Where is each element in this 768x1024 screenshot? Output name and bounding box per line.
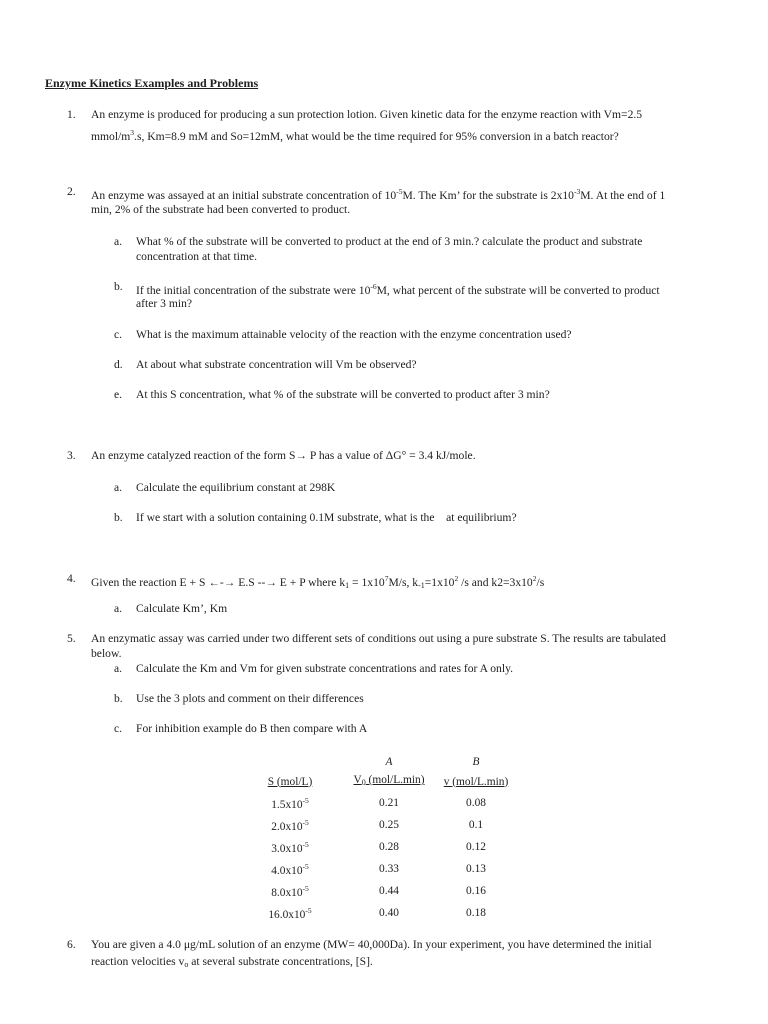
problem-2c-letter: c. (114, 328, 123, 341)
cell-rate-a: 0.21 (379, 797, 399, 809)
cell-rate-a: 0.28 (379, 841, 399, 853)
cell-substrate: $2.0x10^{-5}$ (271, 818, 309, 833)
problem-5-line-2: below. (91, 647, 122, 660)
cell-rate-a: 0.44 (379, 885, 399, 897)
problem-5b-letter: b. (114, 692, 123, 705)
problem-3b-letter: b. (114, 511, 123, 524)
group-b-label: B (472, 755, 480, 768)
col-header-v: v (mol/L.min) (443, 775, 509, 788)
problem-2-line-2: min, 2% of the substrate had been converted to product. (91, 203, 351, 216)
problem-3b-text: If we start with a solution containing 0.1M substrate, what is the at equilibrium? (136, 511, 517, 524)
problem-5a-letter: a. (114, 662, 123, 675)
problem-2a-letter: a. (114, 235, 123, 248)
cell-rate-b: 0.1 (468, 819, 484, 831)
table-row (238, 792, 516, 814)
problem-4a-letter: a. (114, 602, 123, 615)
problem-2-line-1: An enzyme was assayed at an initial substrate concentration of $10^{-5}M$. The Km’ for the substrate is $2x10^{-3}M$. At the end of 1 (91, 187, 666, 202)
table-row (238, 858, 516, 880)
cell-substrate: $1.5x10^{-5}$ (271, 796, 309, 811)
problem-3a-text: Calculate the equilibrium constant at 298K (136, 481, 336, 494)
problem-2d-text: At about what substrate concentration will Vm be observed? (136, 358, 417, 371)
problem-2-number: 2. (67, 185, 76, 198)
problem-5-number: 5. (67, 632, 76, 645)
arrow-left-icon: ← (208, 576, 220, 589)
problem-2b-line-1: If the initial concentration of the substrate were $10^{-6}M$, what percent of the substrate will be converted to product (136, 282, 660, 297)
problem-4-text: Given the reaction E + S ←-→ E.S --→ E + P where $k_1 = 1x10^7M/s$, $k_{-1}=1x10^2$ /s and $k2=3x10^2/s$ (91, 574, 545, 590)
problem-6-line-1: You are given a 4.0 μg/mL solution of an enzyme (MW= 40,000Da). In your experiment, you have determined the initial (91, 938, 652, 951)
problem-4a-text: Calculate Km’, Km (136, 602, 228, 615)
problem-4-number: 4. (67, 572, 76, 585)
problem-6-number: 6. (67, 938, 76, 951)
problem-5b-text: Use the 3 plots and comment on their differences (136, 692, 364, 705)
cell-rate-b: 0.12 (466, 841, 486, 853)
arrow-right-icon: → (265, 576, 277, 589)
cell-rate-b: 0.16 (466, 885, 486, 897)
col-header-v0: $V_0$ (mol/L.min) (353, 774, 425, 787)
problem-2b-letter: b. (114, 280, 123, 293)
problem-3-text: An enzyme catalyzed reaction of the form S→ P has a value of ΔG° = 3.4 kJ/mole. (91, 449, 476, 462)
problem-1-line-1: An enzyme is produced for producing a sun protection lotion. Given kinetic data for the enzyme reaction with Vm=2.5 (91, 108, 643, 121)
problem-3-number: 3. (67, 449, 76, 462)
cell-substrate: $16.0x10^{-5}$ (268, 906, 312, 921)
cell-rate-a: 0.33 (379, 863, 399, 875)
cell-rate-b: 0.08 (466, 797, 486, 809)
cell-rate-a: 0.25 (379, 819, 399, 831)
problem-2a-line-2: concentration at that time. (136, 250, 258, 263)
document-title: Enzyme Kinetics Examples and Problems (45, 76, 259, 90)
cell-rate-a: 0.40 (379, 907, 399, 919)
group-a-label: A (385, 755, 393, 768)
table-row (238, 836, 516, 858)
problem-1-line-2: mmol/$m^3.s$, Km=8.9 mM and So=12mM, what would be the time required for 95% conversion in a batch reactor? (91, 128, 619, 143)
problem-2c-text: What is the maximum attainable velocity of the reaction with the enzyme concentration used? (136, 328, 572, 341)
problem-2b-line-2: after 3 min? (136, 297, 193, 310)
cell-rate-b: 0.13 (466, 863, 486, 875)
problem-2e-text: At this S concentration, what % of the substrate will be converted to product after 3 min? (136, 388, 550, 401)
problem-5a-text: Calculate the Km and Vm for given substrate concentrations and rates for A only. (136, 662, 514, 675)
col-header-substrate: S (mol/L) (267, 775, 313, 788)
arrow-right-icon: → (223, 576, 236, 589)
problem-1-number: 1. (67, 108, 76, 121)
problem-3a-letter: a. (114, 481, 123, 494)
table-row (238, 902, 516, 924)
problem-5c-text: For inhibition example do B then compare with A (136, 722, 368, 735)
cell-substrate: $4.0x10^{-5}$ (271, 862, 309, 877)
cell-rate-b: 0.18 (466, 907, 486, 919)
problem-2e-letter: e. (114, 388, 123, 401)
cell-substrate: $3.0x10^{-5}$ (271, 840, 309, 855)
table-row (238, 814, 516, 836)
problem-2d-letter: d. (114, 358, 123, 371)
kinetics-data-table (238, 752, 516, 924)
problem-2a-line-1: What % of the substrate will be converted to product at the end of 3 min.? calculate the product and substrate (136, 235, 643, 248)
problem-5c-letter: c. (114, 722, 123, 735)
table-row (238, 880, 516, 902)
problem-5-line-1: An enzymatic assay was carried under two different sets of conditions out using a pure substrate S. The results are tabulated (91, 632, 666, 645)
cell-substrate: $8.0x10^{-5}$ (271, 884, 309, 899)
arrow-right-icon: → (295, 449, 308, 462)
problem-6-line-2: reaction velocities $v_o$ at several substrate concentrations, [S]. (91, 955, 373, 969)
